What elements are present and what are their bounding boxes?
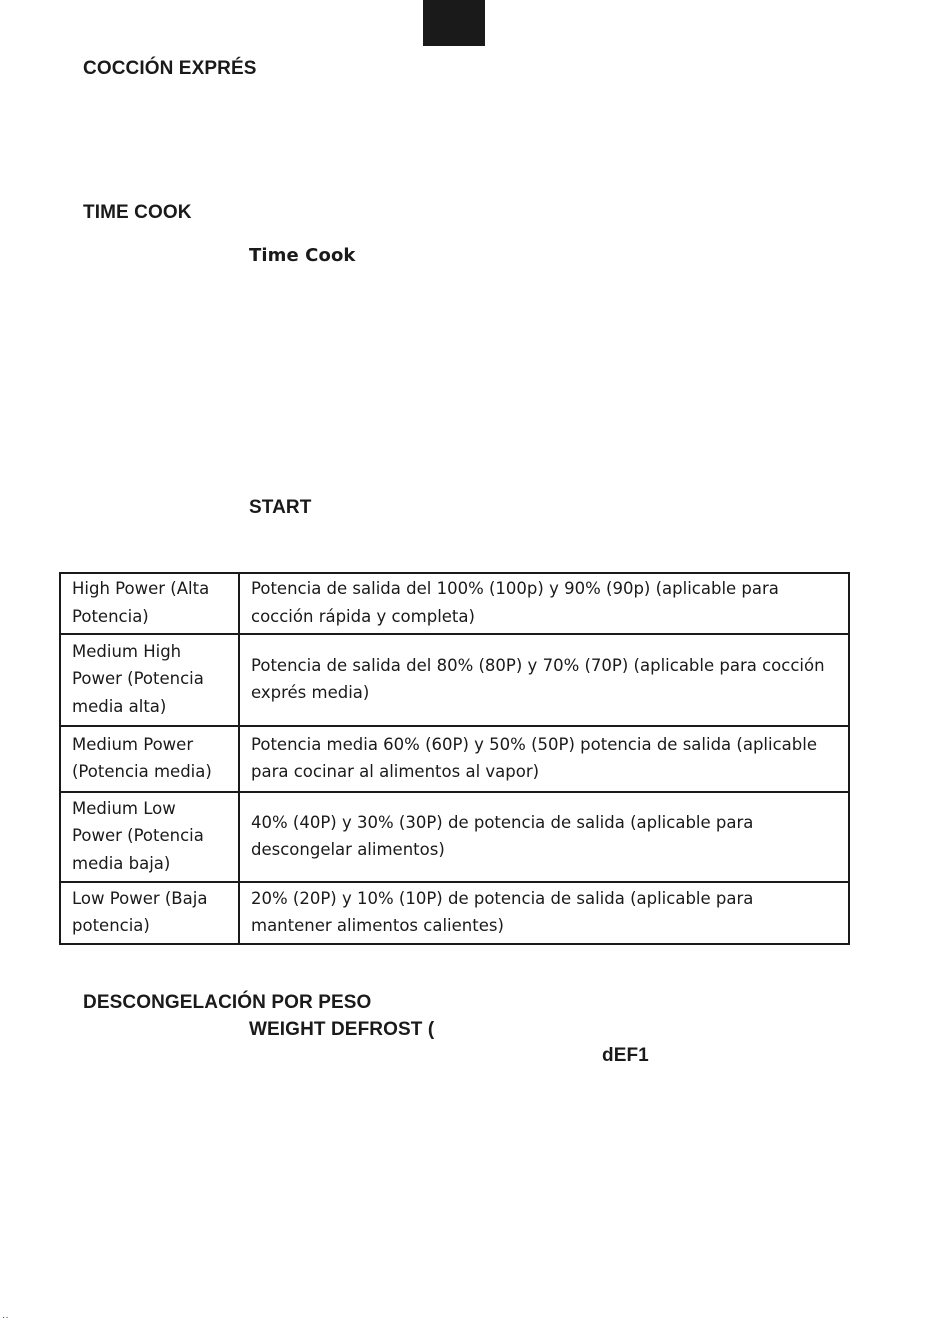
power-level-description: 20% (20P) y 10% (10P) de potencia de salida (aplicable para mantener alimentos calientes) <box>239 882 849 944</box>
power-level-name: Low Power (Baja potencia) <box>60 882 239 944</box>
power-level-description: 40% (40P) y 30% (30P) de potencia de salida (aplicable para descongelar alimentos) <box>239 792 849 882</box>
power-level-name: High Power (Alta Potencia) <box>60 573 239 634</box>
table-row <box>60 634 849 726</box>
power-level-table <box>59 572 850 945</box>
section-heading-time-cook: TIME COOK <box>83 202 192 223</box>
footer-mark: ·· <box>2 1312 9 1323</box>
table-row <box>60 792 849 882</box>
def1-display-code: dEF1 <box>602 1045 649 1066</box>
weight-defrost-label: WEIGHT DEFROST ( <box>249 1019 435 1040</box>
time-cook-label: Time Cook <box>249 245 356 266</box>
table-row <box>60 726 849 792</box>
section-heading-coccion-expres: COCCIÓN EXPRÉS <box>83 58 257 79</box>
page-tab-marker <box>423 0 485 46</box>
power-level-name: Medium High Power (Potencia media alta) <box>60 634 239 726</box>
power-level-name: Medium Low Power (Potencia media baja) <box>60 792 239 882</box>
start-label: START <box>249 497 312 518</box>
table-row <box>60 882 849 944</box>
power-level-description: Potencia media 60% (60P) y 50% (50P) potencia de salida (aplicable para cocinar al alimentos al vapor) <box>239 726 849 792</box>
section-heading-descongelacion: DESCONGELACIÓN POR PESO <box>83 992 372 1013</box>
power-level-description: Potencia de salida del 100% (100p) y 90% (90p) (aplicable para cocción rápida y completa) <box>239 573 849 634</box>
power-level-description: Potencia de salida del 80% (80P) y 70% (70P) (aplicable para cocción exprés media) <box>239 634 849 726</box>
table-row <box>60 573 849 634</box>
power-level-name: Medium Power (Potencia media) <box>60 726 239 792</box>
